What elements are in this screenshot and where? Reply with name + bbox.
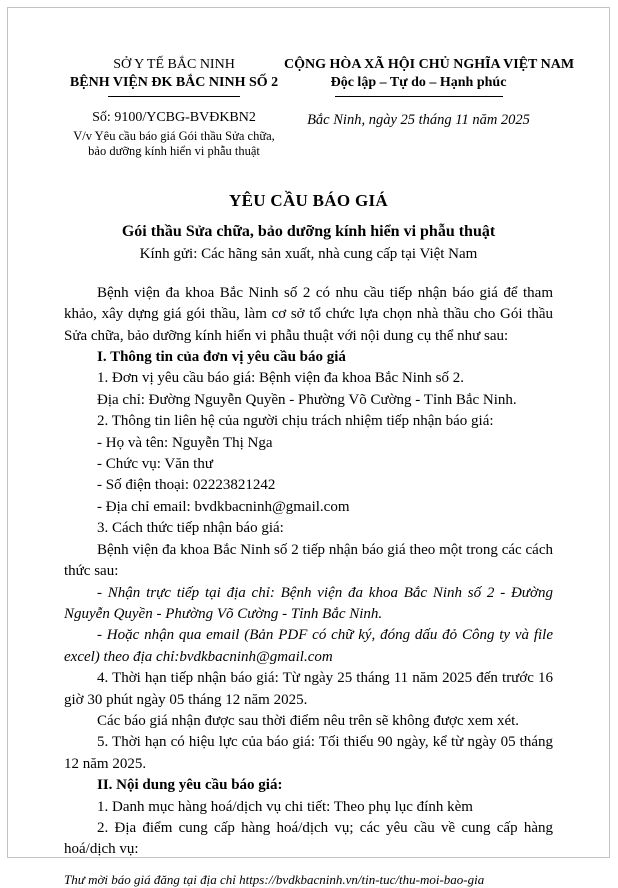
content-item-2: 2. Địa điểm cung cấp hàng hoá/dịch vụ; các yêu cầu về cung cấp hàng hoá/dịch vụ: [64,819,553,858]
section-1-heading: I. Thông tin của đơn vị yêu cầu báo giá [97,349,346,366]
item-1-unit: 1. Đơn vị yêu cầu báo giá: Bệnh viện đa khoa Bắc Ninh số 2. [97,370,465,387]
recipient-line: Kính gửi: Các hãng sản xuất, nhà cung cấp tại Việt Nam [139,245,478,262]
header-national-motto [284,56,575,130]
item-5-validity: 5. Thời hạn có hiệu lực của báo giá: Tối thiểu 90 ngày, kể từ ngày 05 tháng 12 năm 2025. [64,734,553,772]
tender-package-subtitle: Gói thầu Sửa chữa, bảo dưỡng kính hiển vi phẫu thuật [121,222,496,240]
document-subject: V/v Yêu cầu báo giá Gói thầu Sửa chữa, bảo dưỡng kính hiển vi phẫu thuật [73,128,275,159]
motto-underline [335,96,503,97]
document-header [64,56,575,160]
item-3-method: 3. Cách thức tiếp nhận báo giá: [97,520,284,537]
contact-email: - Địa chỉ email: bvdkbacninh@gmail.com [97,498,350,515]
item-4-deadline: 4. Thời hạn tiếp nhận báo giá: Từ ngày 25 tháng 11 năm 2025 đến trước 16 giờ 30 phút ngày 05 tháng 12 năm 2025. [64,670,553,708]
document-page [7,7,610,887]
document-number: Số: 9100/YCBG-BVĐKBN2 [92,110,256,126]
content-item-1: 1. Danh mục hàng hoá/dịch vụ chi tiết: Theo phụ lục đính kèm [97,798,473,815]
national-motto: Độc lập – Tự do – Hạnh phúc [330,75,507,91]
unit-address: Địa chỉ: Đường Nguyễn Quyền - Phường Võ Cường - Tỉnh Bắc Ninh. [97,391,517,408]
method-intro: Bệnh viện đa khoa Bắc Ninh số 2 tiếp nhận báo giá theo một trong các cách thức sau: [64,541,553,580]
deadline-note: Các báo giá nhận được sau thời điểm nêu trên sẽ không được xem xét. [97,712,520,729]
intro-paragraph: Bệnh viện đa khoa Bắc Ninh số 2 có nhu cầu tiếp nhận báo giá để tham khảo, xây dựng giá gói thầu, làm cơ sở tổ chức lựa chọn nhà thầu cho Gói thầu Sửa chữa, bảo dưỡng kính hiển vi phẫu thuật với nội dung cụ thể như sau: [64,284,553,344]
national-title: CỘNG HÒA XÃ HỘI CHỦ NGHĨA VIỆT NAM [284,57,575,72]
method-direct: - Nhận trực tiếp tại địa chỉ: Bệnh viện đa khoa Bắc Ninh số 2 - Đường Nguyễn Quyền - Phường Võ Cường - Tỉnh Bắc Ninh. [64,584,553,622]
item-2-contact: 2. Thông tin liên hệ của người chịu trách nhiệm tiếp nhận báo giá: [97,413,494,430]
contact-phone: - Số điện thoại: 02223821242 [97,477,276,494]
document-content [8,8,609,888]
document-body [64,283,553,861]
method-email: - Hoặc nhận qua email (Bản PDF có chữ ký, đóng dấu đỏ Công ty và file excel) theo địa chỉ:bvdkbacninh@gmail.com [64,627,553,665]
contact-position: - Chức vụ: Văn thư [97,456,213,473]
place-and-date: Bắc Ninh, ngày 25 tháng 11 năm 2025 [307,112,530,129]
page-title: YÊU CẦU BÁO GIÁ [229,190,388,210]
header-issuing-org [64,56,284,160]
parent-org-name: SỞ Y TẾ BẮC NINH [113,57,235,72]
org-name-underline [108,96,240,97]
footer-note: Thư mời báo giá đăng tại địa chỉ https://bvdkbacninh.vn/tin-tuc/thu-moi-bao-gia [64,871,485,887]
section-2-heading: II. Nội dung yêu cầu báo giá: [97,777,283,794]
contact-name: - Họ và tên: Nguyễn Thị Nga [97,434,273,451]
hospital-name: BỆNH VIỆN ĐK BẮC NINH SỐ 2 [69,75,279,91]
